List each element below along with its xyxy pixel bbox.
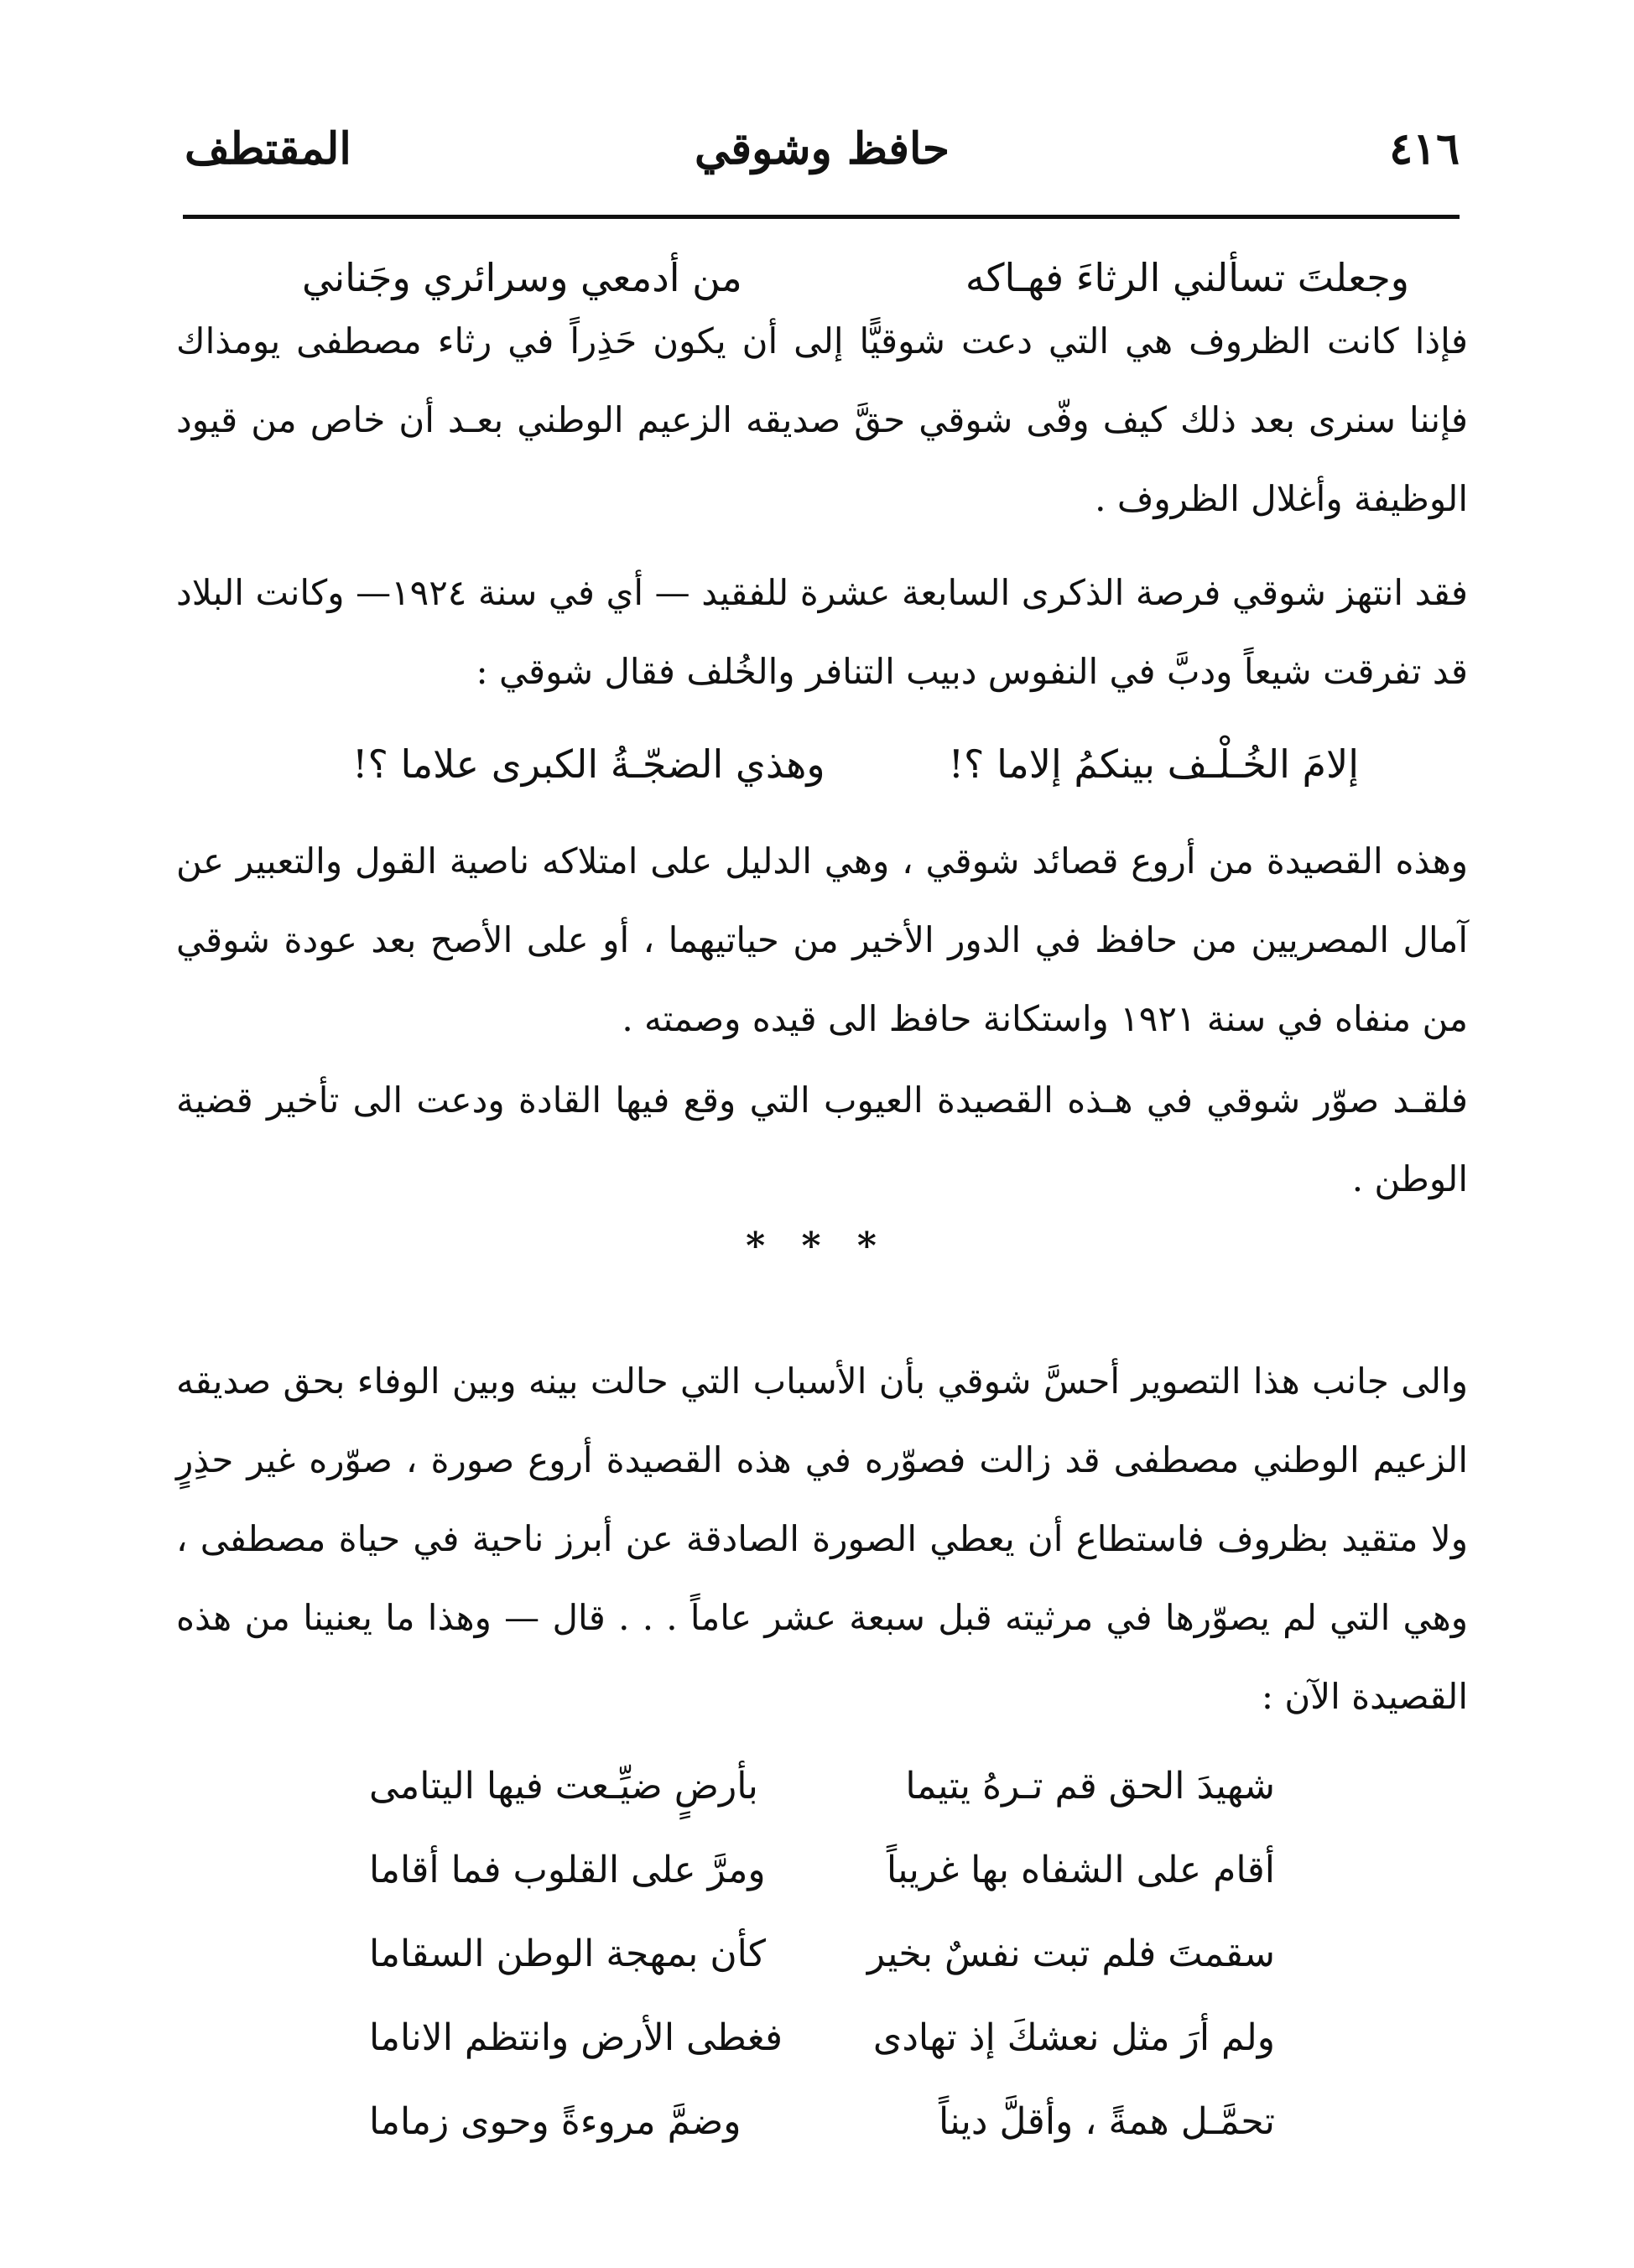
poem-line (369, 1745, 1275, 1828)
poem-first-hemistich: أقام على الشفاه بها غريباً (886, 1849, 1275, 1891)
poem-second-hemistich: كأن بمهجة الوطن السقاما (369, 1932, 766, 1975)
paragraph-2: فقد انتهز شوقي فرصة الذكرى السابعة عشرة للفقيد — أي في سنة ١٩٢٤— وكانت البلاد قد تفرقت شيعاً ودبَّ في النفوس دبيب التنافر والخُلف فقال شوقي : (176, 572, 1469, 692)
poem-line (369, 1912, 1275, 1996)
poem-second-hemistich: ومرَّ على القلوب فما أقاما (369, 1849, 766, 1891)
poem-second-hemistich: بأرضٍ ضيِّـعت فيها اليتامى (369, 1765, 758, 1808)
poem-line (369, 1996, 1275, 2080)
poem-second-hemistich: وضمَّ مروءةً وحوى زماما (369, 2100, 742, 2143)
poem-second-hemistich: فغطى الأرض وانتظم الاناما (369, 2016, 783, 2059)
poem-line (369, 1828, 1275, 1912)
opening-verse-second-hemistich: من أدمعي وسرائري وجَناني (302, 255, 742, 300)
poem (369, 1745, 1275, 2164)
page-header (185, 116, 1460, 183)
opening-verse-first-hemistich: وجعلتَ تسألني الرثاءَ فهـاكه (965, 255, 1409, 300)
middle-verse-first-hemistich: إلامَ الخُـلْـف بينكمُ إلاما ؟! (948, 741, 1359, 787)
journal-name: المقتطف (185, 123, 351, 174)
paragraph-4: فلقـد صوّر شوقي في هـذه القصيدة العيوب التي وقع فيها القادة ودعت الى تأخير قضية الوطن . (176, 1079, 1468, 1199)
poem-first-hemistich: تحمَّـل همةً ، وأقلَّ ديناً (938, 2100, 1275, 2143)
middle-verse-second-hemistich: وهذي الضجّـةُ الكبرى علاما ؟! (352, 741, 825, 787)
middle-verse (352, 738, 1359, 797)
poem-first-hemistich: سقمتَ فلم تبت نفسٌ بخير (866, 1932, 1275, 1975)
paragraph-1: فإذا كانت الظروف هي التي دعت شوقيًّا إلى أن يكون حَذِراً في رثاء مصطفى يومذاك فإننا سنرى بعد ذلك كيف وفّى شوقي حقَّ صديقه الزعيم الوطني بعـد أن خاص من قيود الوظيفة وأغلال الظروف . (176, 320, 1468, 519)
section-separator: * * * (746, 1225, 888, 1267)
page-number: ٤١٦ (1389, 123, 1460, 174)
paragraph-5: والى جانب هذا التصوير أحسَّ شوقي بأن الأسباب التي حالت بينه وبين الوفاء بحق صديقه الزعيم الوطني مصطفى قد زالت فصوّره في هذه القصيدة أروع صورة ، صوّره غير حذِرٍ ولا متقيد بظروف فاستطاع أن يعطي الصورة الصادقة عن أبرز ناحية في حياة مصطفى ، وهي التي لم يصوّرها في مرثيته قبل سبعة عشر عاماً . . . قال — وهذا ما يعنينا من هذه القصيدة الآن : (176, 1360, 1468, 1717)
header-rule (183, 215, 1460, 219)
running-title: حافظ وشوقي (694, 123, 950, 174)
poem-line (369, 2080, 1275, 2164)
paragraph-3: وهذه القصيدة من أروع قصائد شوقي ، وهي الدليل على امتلاكه ناصية القول والتعبير عن آمال المصريين من حافظ في الدور الأخير من حياتيهما ، أو على الأصح بعد عودة شوقي من منفاه في سنة ١٩٢١ واستكانة حافظ الى قيده وصمته . (176, 840, 1468, 1039)
poem-first-hemistich: شهيدَ الحق قم تـرهُ يتيما (905, 1765, 1275, 1808)
poem-first-hemistich: ولم أرَ مثل نعشكَ إذ تهادى (872, 2016, 1275, 2059)
